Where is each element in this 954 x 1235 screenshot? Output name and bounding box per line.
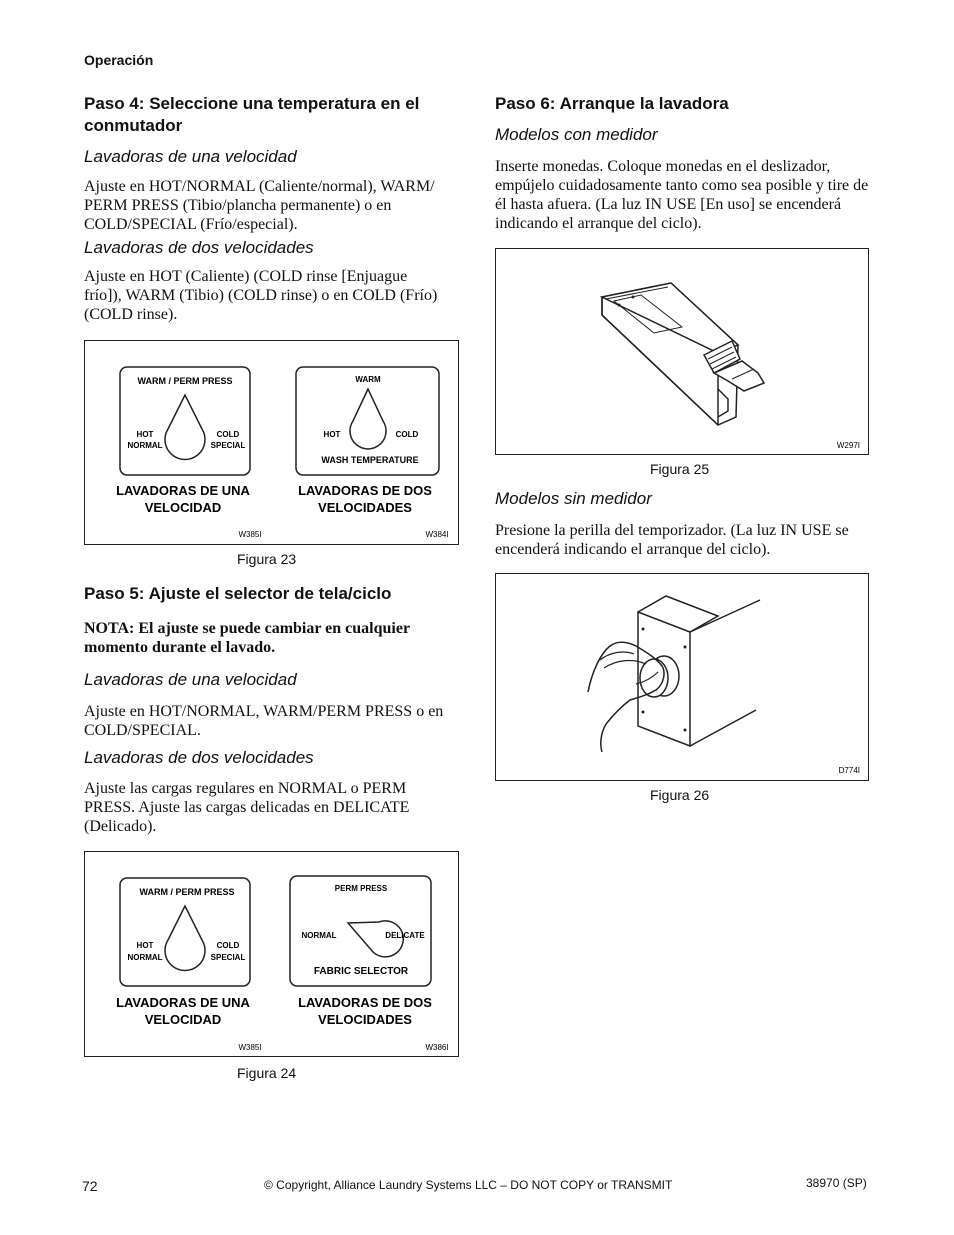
nonmetered-heading: Modelos sin medidor bbox=[495, 489, 652, 508]
page-number: 72 bbox=[82, 1178, 98, 1194]
figure-code-left: W385I bbox=[238, 530, 262, 539]
figure-code-left: W385I bbox=[238, 1043, 262, 1052]
dial-label-right: COLD bbox=[216, 430, 240, 439]
dial-label-right-2: SPECIAL bbox=[210, 953, 246, 962]
dial-label-right: COLD bbox=[395, 430, 419, 439]
coin-slide-illustration bbox=[496, 249, 868, 454]
nonmetered-text: Presione la perilla del temporizador. (La luz IN USE se encenderá indicando el arranque del ciclo). bbox=[495, 522, 849, 558]
figure-26-caption: Figura 26 bbox=[650, 787, 710, 803]
figure-code-right: W386I bbox=[425, 1043, 449, 1052]
figure-23-caption: Figura 23 bbox=[237, 551, 297, 567]
dial-label-right-2: SPECIAL bbox=[210, 441, 246, 450]
figure-26 bbox=[495, 573, 869, 781]
single-speed-title-2: VELOCIDAD bbox=[144, 1012, 222, 1027]
dial-label-left: HOT bbox=[323, 430, 341, 439]
figure-25 bbox=[495, 248, 869, 455]
single-speed-title-2: VELOCIDAD bbox=[144, 500, 222, 515]
step5-single-text: Ajuste en HOT/NORMAL, WARM/PERM PRESS o en COLD/SPECIAL. bbox=[84, 703, 444, 739]
figure-23 bbox=[84, 340, 459, 545]
step5-note: NOTA: El ajuste se puede cambiar en cualquier momento durante el lavado. bbox=[84, 620, 410, 656]
single-speed-title: LAVADORAS DE UNA bbox=[116, 483, 250, 498]
dial-label-top: WARM bbox=[355, 375, 381, 384]
dial-label-left: NORMAL bbox=[301, 931, 337, 940]
step5-single-heading: Lavadoras de una velocidad bbox=[84, 670, 297, 689]
step4-dual-heading: Lavadoras de dos velocidades bbox=[84, 238, 314, 257]
step5-dual-text: Ajuste las cargas regulares en NORMAL o PERM PRESS. Ajuste las cargas delicadas en DELICATE (Delicado). bbox=[84, 780, 410, 835]
metered-heading: Modelos con medidor bbox=[495, 125, 658, 144]
figure-23-diagram bbox=[85, 341, 458, 544]
dial-label-top: WARM / PERM PRESS bbox=[139, 887, 235, 897]
figure-24-caption: Figura 24 bbox=[237, 1065, 297, 1081]
dial-label-left: HOT bbox=[136, 941, 154, 950]
timer-knob-illustration bbox=[496, 574, 868, 780]
step4-dual-text: Ajuste en HOT (Caliente) (COLD rinse [Enjuague frío]), WARM (Tibio) (COLD rinse) o en COLD (Frío) (COLD rinse). bbox=[84, 268, 438, 323]
figure-24-diagram bbox=[85, 852, 458, 1056]
two-speed-title-2: VELOCIDADES bbox=[318, 500, 412, 515]
figure-code: W297I bbox=[836, 441, 860, 450]
dial-label-right: COLD bbox=[216, 941, 240, 950]
dial-label-left: HOT bbox=[136, 430, 154, 439]
two-speed-dial-knob bbox=[350, 389, 386, 449]
figure-code: D774I bbox=[838, 766, 860, 775]
dial-label-right: DELICATE bbox=[385, 931, 425, 940]
dial-label-bottom: FABRIC SELECTOR bbox=[313, 966, 409, 977]
figure-25-caption: Figura 25 bbox=[650, 461, 710, 477]
dial-label-bottom: WASH TEMPERATURE bbox=[321, 455, 419, 465]
figure-24 bbox=[84, 851, 459, 1057]
copyright: © Copyright, Alliance Laundry Systems LLC – DO NOT COPY or TRANSMIT bbox=[264, 1178, 673, 1192]
step4-heading: Paso 4: Seleccione una temperatura en el conmutador bbox=[84, 94, 420, 135]
dial-label-left-2: NORMAL bbox=[127, 441, 163, 450]
metered-text: Inserte monedas. Coloque monedas en el deslizador, empújelo cuidadosamente tanto como sea posible y tire de él hasta afuera. (La luz IN USE [En uso] se encenderá indicando el arranque del ciclo). bbox=[495, 158, 869, 232]
dial-label-left-2: NORMAL bbox=[127, 953, 163, 962]
dial-label-top: PERM PRESS bbox=[334, 884, 388, 893]
step4-single-heading: Lavadoras de una velocidad bbox=[84, 147, 297, 166]
step4-single-text: Ajuste en HOT/NORMAL (Caliente/normal), WARM/ PERM PRESS (Tibio/plancha permanente) o en COLD/SPECIAL (Frío/especial). bbox=[84, 178, 435, 233]
single-speed-dial-knob bbox=[165, 395, 205, 460]
section-label: Operación bbox=[84, 52, 154, 68]
single-speed-title: LAVADORAS DE UNA bbox=[116, 995, 250, 1010]
figure-code-right: W384I bbox=[425, 530, 449, 539]
step5-dual-heading: Lavadoras de dos velocidades bbox=[84, 748, 314, 767]
two-speed-title: LAVADORAS DE DOS bbox=[298, 483, 432, 498]
two-speed-title-2: VELOCIDADES bbox=[318, 1012, 412, 1027]
document-code: 38970 (SP) bbox=[806, 1176, 867, 1190]
step5-heading: Paso 5: Ajuste el selector de tela/ciclo bbox=[84, 584, 392, 603]
two-speed-title: LAVADORAS DE DOS bbox=[298, 995, 432, 1010]
single-speed-dial-knob bbox=[165, 906, 205, 971]
dial-label-top: WARM / PERM PRESS bbox=[137, 376, 233, 386]
step6-heading: Paso 6: Arranque la lavadora bbox=[495, 94, 729, 113]
